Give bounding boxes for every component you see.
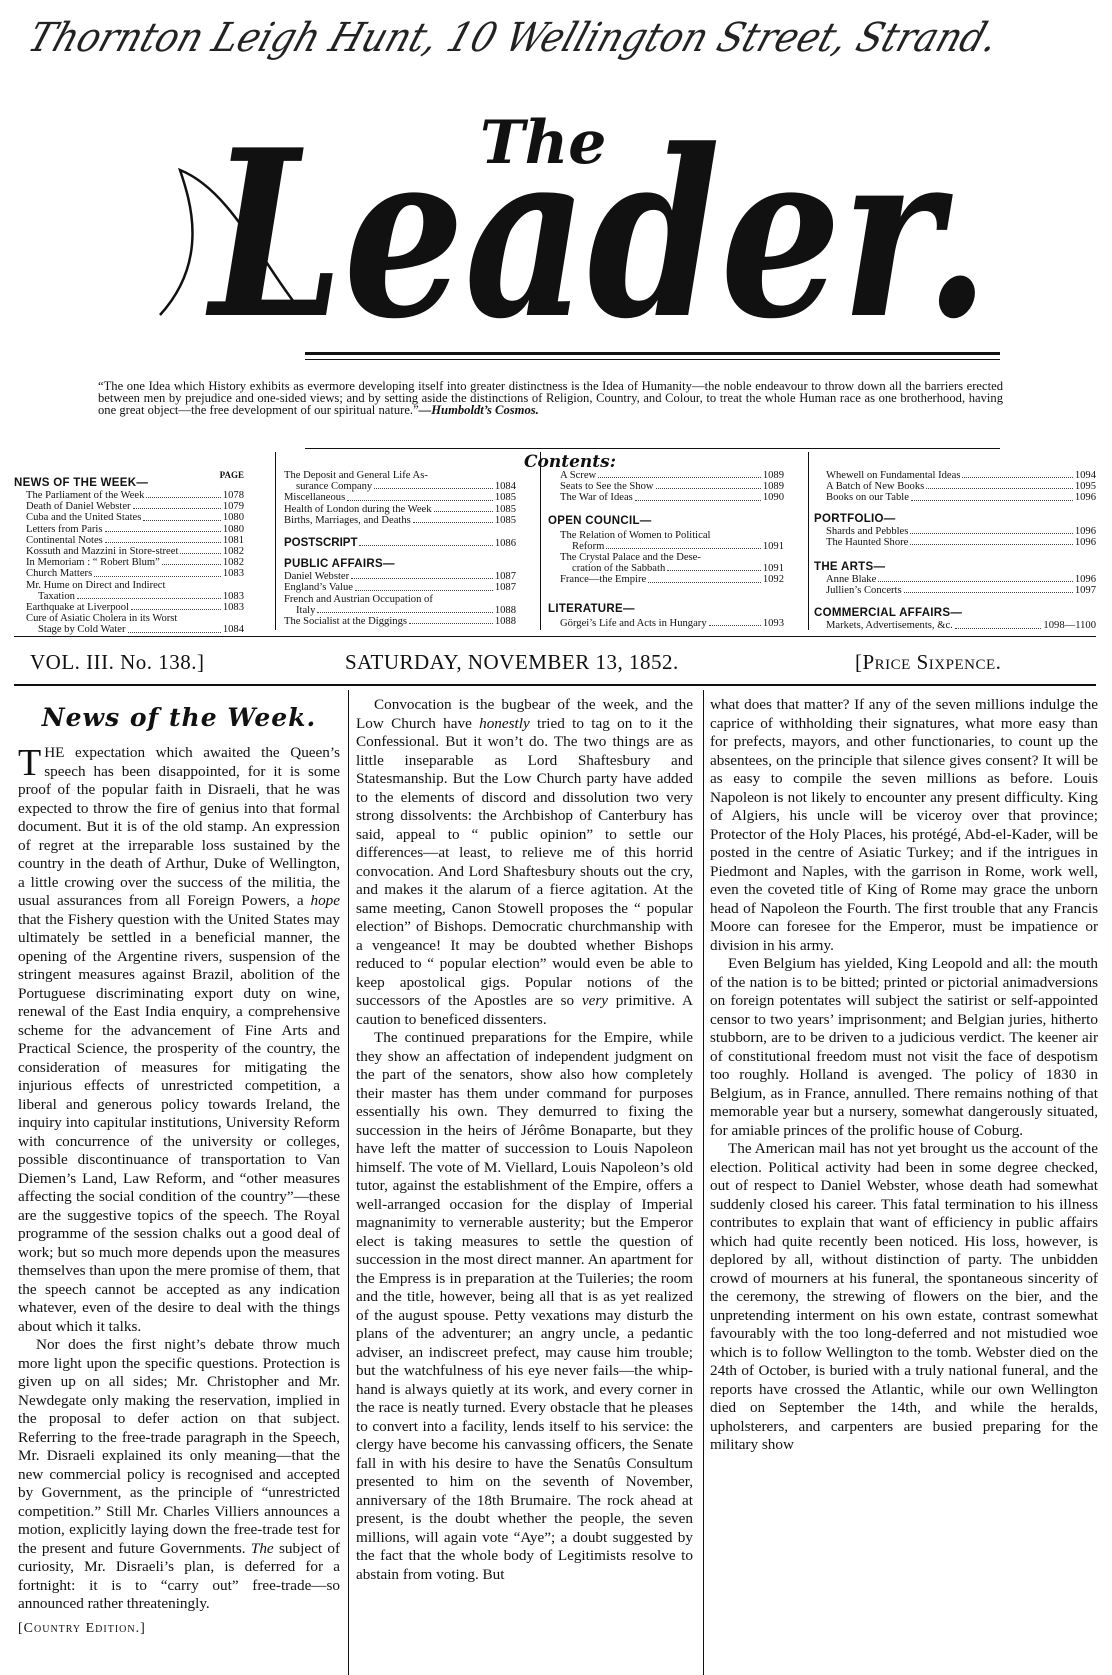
edition-note: [Country Edition.]	[18, 1620, 146, 1636]
column-rule	[348, 690, 349, 1675]
contents-section-heading: PUBLIC AFFAIRS—	[284, 558, 395, 571]
article-paragraph: Even Belgium has yielded, King Leopold and all: the mouth of the nation is to be bitted; printed or pictorial animadversions on foreign potentates will subject the satirist or self-appointed censor to two years’ imprisonment; and Belgian juries, hitherto stubborn, are to be driven to a judicious verdict. The keener air of constitutional freedom must not visit the face of despotism too roughly. Holland is avenged. The policy of 1830 in Belgium, as in France, annulled. There remains nothing of that memorable year but a nursery, somewhat dangerously situated, for amiable princes of the prolific house of Coburg.	[710, 955, 1098, 1139]
contents-entry[interactable]: Death of Daniel Webster 1079	[26, 501, 244, 513]
contents-entry[interactable]: England’s Value 1087	[284, 582, 516, 594]
contents-page-header: PAGE	[219, 470, 244, 480]
contents-entry: The Relation of Women to Political	[560, 529, 711, 541]
contents-entry[interactable]: Markets, Advertisements, &c. 1098—1100	[826, 620, 1096, 632]
contents-entry[interactable]: Shards and Pebbles 1096	[826, 525, 1096, 537]
contents-column-4	[814, 470, 1096, 632]
motto	[98, 380, 1003, 416]
contents-entry[interactable]: Miscellaneous 1085	[284, 492, 516, 504]
contents-entry[interactable]: The War of Ideas 1090	[560, 492, 784, 504]
contents-entry[interactable]: In Memoriam : “ Robert Blum” 1082	[26, 557, 244, 569]
drop-cap: T	[18, 742, 42, 784]
column-rule	[703, 690, 704, 1675]
contents-entry: The Deposit and General Life As-	[284, 470, 428, 481]
contents-entry[interactable]: The Socialist at the Diggings 1088	[284, 616, 516, 628]
contents-entry[interactable]: Cuba and the United States 1080	[26, 512, 244, 524]
article-column-2	[356, 696, 693, 1584]
contents-divider	[808, 452, 809, 630]
motto-source: —Humboldt’s Cosmos.	[418, 403, 539, 417]
contents-section-heading: PORTFOLIO—	[814, 512, 896, 525]
contents-entry[interactable]: Görgei’s Life and Acts in Hungary 1093	[560, 617, 784, 629]
motto-text: “The one Idea which History exhibits as evermore developing itself into greater distinctness is the Idea of Humanity—the noble endeavour to throw down all the barriers erected between men by prejudice and one-sided views; and by setting aside the distinctions of Religion, Country, and Colour, to treat the whole Human race as one brotherhood, having one great object—the free development of our spiritual nature.”	[98, 379, 1003, 417]
contents-entry[interactable]: Earthquake at Liverpool 1083	[26, 602, 244, 614]
contents-entry[interactable]: Italy 1088	[296, 604, 516, 616]
contents-entry[interactable]: POSTSCRIPT 1086	[284, 537, 516, 550]
contents-entry: Cure of Asiatic Cholera in its Worst	[26, 613, 178, 625]
article-paragraph: what does that matter? If any of the seven millions indulge the caprice of withholding their signatures, what more easy than for prefects, mayors, and other functionaries, to count up the absentees, on the principle that silence gives consent? It will be as easy to compile the seven millions as before. Louis Napoleon is not likely to encounter any present difficulty. King of Algiers, his uncle will be viceroy over that province; Protector of the Holy Places, his protégé, Abd-el-Kader, will be posted in the centre of Asiatic Turkey; and if the intrigues in Piedmont and Naples, with the garrison in Rome, work well, even the coveted title of King of Rome may grace the unborn head of Napoleon the Fourth. The first trouble that any Francis Moore can foresee for the Emperor, must be impatience or division in his army.	[710, 696, 1098, 954]
contents-entry[interactable]: Taxation 1083	[38, 590, 244, 602]
article-column-1	[18, 696, 340, 1638]
contents-section-heading: COMMERCIAL AFFAIRS—	[814, 607, 963, 620]
contents-section-heading: OPEN COUNCIL—	[548, 514, 652, 527]
contents-section-heading: LITERATURE—	[548, 602, 635, 615]
contents-column-2	[284, 470, 516, 627]
handwritten-address: Thornton Leigh Hunt, 10 Wellington Street, Strand.	[22, 15, 1004, 61]
article-column-3	[710, 696, 1098, 1455]
contents-entry[interactable]: Whewell on Fundamental Ideas 1094	[826, 470, 1096, 481]
article-paragraph: The continued preparations for the Empire, while they show an affectation of independent judgment on the part of the senators, show also how completely their master has them under command for purposes essentially his own. They demurred to fixing the succession in the heirs of Jérôme Bonaparte, but they have left the matter of succession to Louis Napoleon himself. The vote of M. Viellard, Louis Napoleon’s old tutor, against the establishment of the Empire, offers a well-arranged occasion for the display of Imperial magnanimity to vernerable austerity; but the Emperor elect is taking measures to settle the question of succession in the most direct manner. An apartment for the Empress is in preparation at the Tuileries; the room and the title, however, being all that is as yet realized of the august spouse. Petty vexations may disturb the plans of the adventurer; an angry uncle, a pedantic adviser, an indiscreet prefect, may cause him trouble; but the watchfulness of his eye never fails—the whip-hand is always quietly at its work, and every corner in the race is neatly turned. Every obstacle that he pleases to convert into a facility, lends itself to his service: the clergy have become his canvassing officers, the Senate fall in with his desire to have the Senatûs Consultum presented to him on the seventh of November, anniversary of the 18th Brumaire. The rock ahead at present, is the doubt whether the people, the seven millions, will again vote “Aye”; a doubt suggested by the fact that the whole body of Legitimists resolve to abstain from voting. But	[356, 1029, 693, 1583]
contents-entry[interactable]: Church Matters 1083	[26, 568, 244, 580]
masthead-title	[150, 110, 1000, 340]
contents-entry[interactable]: Daniel Webster 1087	[284, 571, 516, 583]
contents-entry[interactable]: Kossuth and Mazzini in Store-street 1082	[26, 546, 244, 558]
contents-entry[interactable]: Reform 1091	[572, 540, 784, 552]
masthead-rule	[305, 352, 1000, 355]
contents-entry[interactable]: surance Company 1084	[296, 481, 516, 493]
contents-entry[interactable]: A Batch of New Books 1095	[826, 481, 1096, 493]
contents-section-heading: THE ARTS—	[814, 561, 886, 574]
volume-number: VOL. III. No. 138.]	[30, 650, 205, 674]
contents-entry[interactable]: France—the Empire 1092	[560, 574, 784, 586]
article-paragraph: Convocation is the bugbear of the week, and the Low Church have honestly tried to tag on to it the Confessional. But it won’t do. The two things are as little inseparable as Lord Shaftesbury and Statesmanship. But the Low Church party have added to the elements of discord and dissolution two very strong dissolvents: the Archbishop of Canterbury has said, appeal to “ public opinion” to settle our differences—at least, to relieve me of this horrid convocation. And Lord Shaftesbury shouts out the cry, and makes it the alarum of a fierce agitation. At the same meeting, Canon Stowell proposes the “ popular election” of Bishops. Democratic churchmanship with a vengeance! It may be doubted whether Bishops reduced to “ popular election” would even be able to keep apostolical gigs. Popular notions of the successors of the Apostles are so very primitive. A caution to beneficed dissenters.	[356, 696, 694, 1028]
contents-column-3	[548, 470, 784, 629]
article-paragraph: Nor does the first night’s debate throw much more light upon the specific questions. Protection is given up on all sides; Mr. Christopher and Mr. Newdegate only making the reservation, implied in the proposal to defer action on that subject. Referring to the free-trade paragraph in the Speech, Mr. Disraeli explained its only meaning—that the new commercial policy is recognised and accepted by Government, as the principle of “unrestricted competition.” Still Mr. Charles Villiers announces a motion, explicitly laying down the free-trade test for the present and future Governments. The subject of curiosity, Mr. Disraeli’s plan, is deferred for a fortnight: it is to “carry out” free-trade—so announced rather threateningly.	[18, 1336, 341, 1612]
contents-entry[interactable]: Jullien’s Concerts 1097	[826, 585, 1096, 597]
contents-rule	[305, 448, 1000, 449]
contents-title: Contents:	[524, 452, 616, 472]
contents-entry[interactable]: Continental Notes 1081	[26, 534, 244, 546]
article-paragraph: The American mail has not yet brought us the account of the election. Political activity had been in some degree checked, out of respect to Daniel Webster, whose death had somewhat suddenly closed his career. This fatal termination to his illness contributes to explain that want of efficiency in public affairs which had quite recently been noticed. His loss, however, is deplored by all, without distinction of party. The unbidden crowd of mourners at his funeral, the spontaneous sincerity of the ceremony, the strewing of flowers on the bier, and the unpretending interment on his own estate, contrast somewhat favourably with the too long-deferred and not mistudied woe which is to follow Wellington to the tomb. Webster died on the 24th of October, is buried with a truly national funeral, and the reports have crossed the Atlantic, while our own Wellington died on September the 14th, and while the heralds, upholsterers, and carpenters are busied preparing for the military show	[710, 1140, 1098, 1453]
dateline-rule-bottom	[14, 684, 1096, 686]
masthead-leader-text: Leader.	[205, 110, 991, 340]
contents-entry[interactable]: Stage by Cold Water 1084	[38, 624, 244, 636]
masthead-the: The	[480, 108, 607, 178]
contents-entry[interactable]: Letters from Paris 1080	[26, 523, 244, 535]
masthead-rule-thin	[305, 359, 1000, 360]
contents-divider	[275, 452, 276, 630]
contents-entry[interactable]: The Haunted Shore 1096	[826, 536, 1096, 548]
contents-entry: Mr. Hume on Direct and Indirect	[26, 579, 166, 591]
contents-divider	[540, 452, 541, 630]
contents-entry[interactable]: The Parliament of the Week 1078	[26, 490, 244, 501]
contents-entry[interactable]: Health of London during the Week 1085	[284, 503, 516, 515]
contents-column-1	[14, 470, 244, 636]
contents-entry[interactable]: Births, Marriages, and Deaths 1085	[284, 514, 516, 526]
contents-entry[interactable]: Seats to See the Show 1089	[560, 481, 784, 493]
price: [Price Sixpence.	[855, 650, 1002, 674]
contents-entry: The Crystal Palace and the Dese-	[560, 552, 701, 564]
contents-entry[interactable]: A Screw 1089	[560, 470, 784, 481]
contents-entry[interactable]: Books on our Table 1096	[826, 492, 1096, 504]
issue-date: SATURDAY, NOVEMBER 13, 1852.	[345, 650, 679, 674]
contents-section-heading: NEWS OF THE WEEK—	[14, 477, 149, 489]
contents-entry[interactable]: cration of the Sabbath 1091	[572, 563, 784, 575]
article-paragraph: THE expectation which awaited the Queen’s speech has been disappointed, for it is some proof of the popular faith in Disraeli, that he was expected to throw the fire of genius into that formal document. But it is of the old stamp. An expression of regret at the irreparable loss sustained by the country in the death of Arthur, Duke of Wellington, a little crowing over the success of the militia, the usual assurances from all Foreign Powers, a hope that the Fishery question with the United States may ultimately be settled in a beneficial manner, the opening of the Argentine rivers, suspension of the stringent measures against Brazil, abolition of the Portuguese discriminating export duty on wine, renewal of the East India enquiry, a comprehensive scheme for the advancement of Fine Arts and Practical Science, the prosperity of the country, the consideration of measures for mitigating the injurious effects of unrestricted competition, a liberal and generous policy towards Ireland, the inquiry into capitular institutions, University Reform with concurrence of the university or colleges, possible discontinuance of transportation to Van Diemen’s Land, Law Reform, and “other measures affecting the social condition of the country”—these are the suggestive topics of the speech. The Royal programme of the session chalks out a good deal of work; but so much more depends upon the measures themselves than upon the mere promise of them, that the speech cannot be accepted as any indication whatever, even of the desire to deal with the things about which it talks.	[18, 742, 341, 1335]
dateline-rule	[14, 636, 1096, 637]
contents-entry: French and Austrian Occupation of	[284, 593, 433, 605]
section-heading: News of the Week.	[41, 703, 317, 732]
contents-entry[interactable]: Anne Blake 1096	[826, 574, 1096, 586]
